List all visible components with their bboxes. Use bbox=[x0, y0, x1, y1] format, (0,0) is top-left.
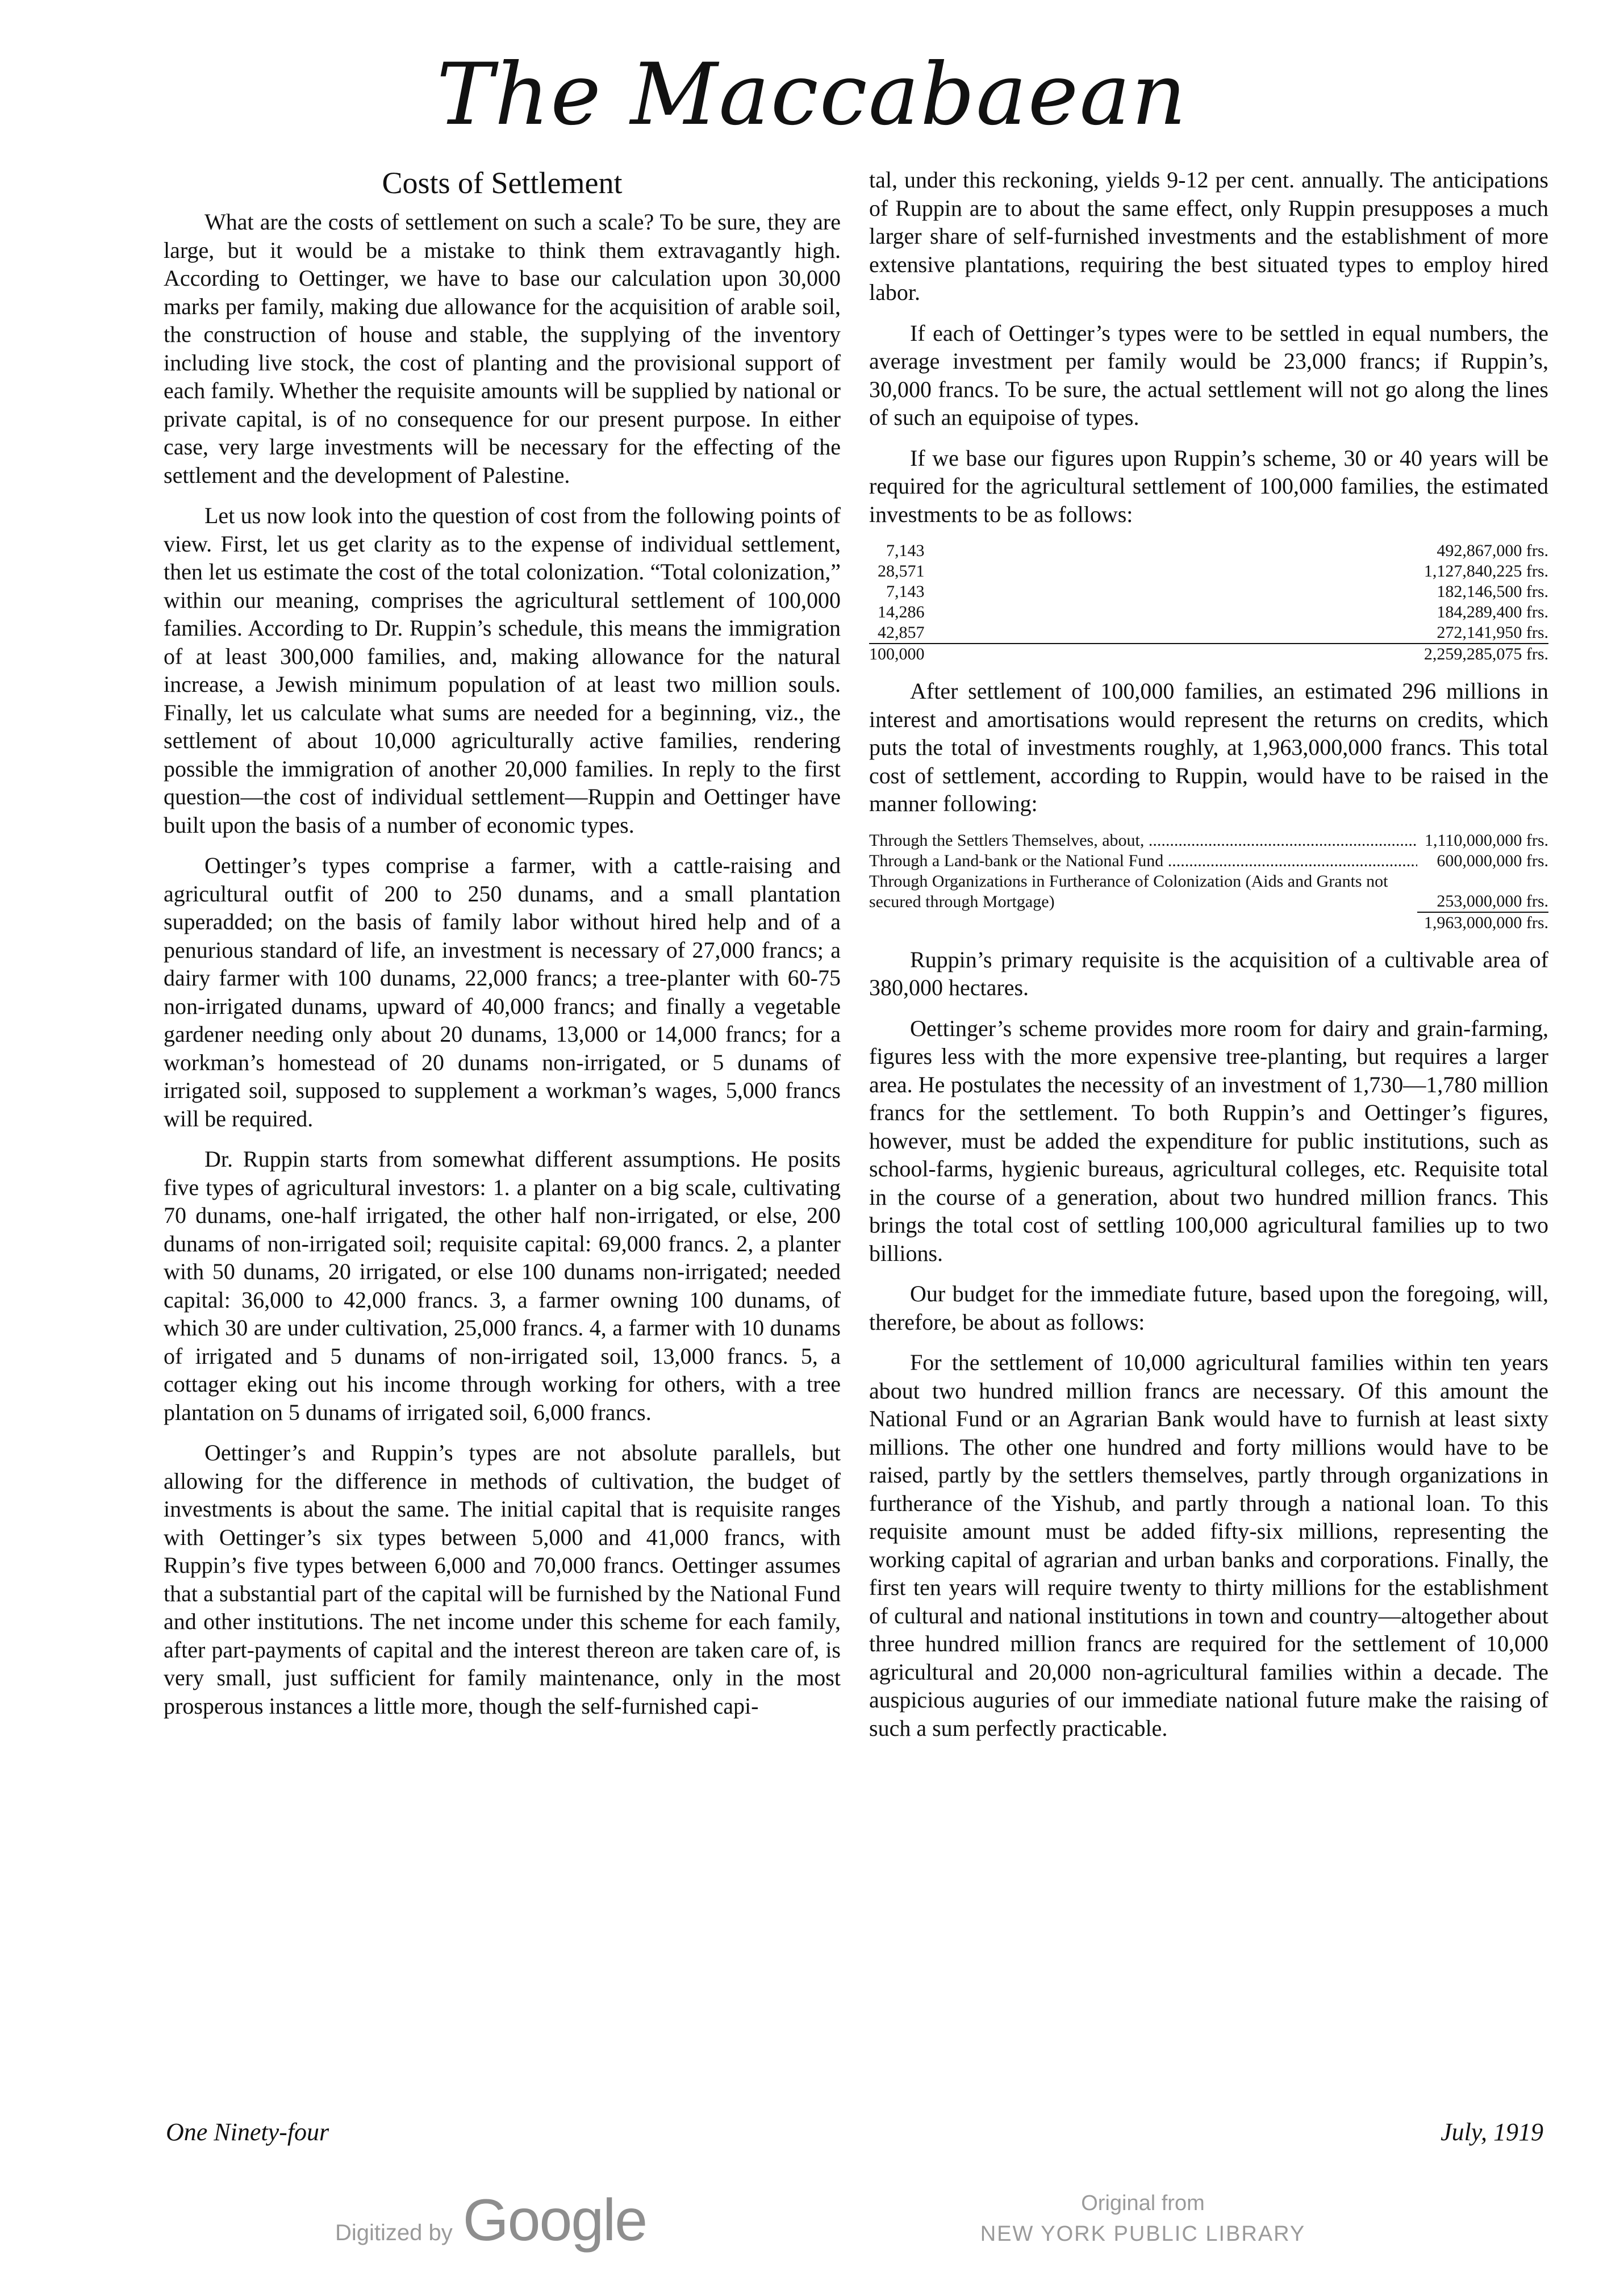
funding-source: Through the Settlers Themselves, about, ..... bbox=[869, 831, 1417, 850]
table-row bbox=[869, 561, 1548, 582]
page-number: One Ninety-four bbox=[166, 2118, 329, 2146]
settler-count: 42,857 bbox=[878, 623, 925, 642]
paragraph: Oettinger’s and Ruppin’s types are not absolute parallels, but allowing for the difference in methods of cultivation, the budget of investments is about the same. The initial capital that is requisite ranges with Oettinger’s six types between 5,000 and 41,000 francs, with Ruppin’s five types between 6,000 and 70,000 francs. Oettinger assumes that a substantial part of the capital will be furnished by the National Fund and other institutions. The net income under this scheme for each family, after part-payments of capital and the interest thereon are taken care of, is very small, just sufficient for family maintenance, only in the most prosperous instances a little more, though the self-furnished capi- bbox=[164, 1440, 841, 1719]
table-row bbox=[869, 851, 1548, 871]
paragraph: Oettinger’s types comprise a farmer, with a cattle-raising and agricultural outfit of 200 to 250 dunams, and a small plantation superadded; on the basis of family labor without hired help and of a penurious standard of life, an investment is necessary of 27,000 francs; a dairy farmer with 100 dunams, 22,000 francs; a tree-planter with 60-75 non-irrigated dunams, upward of 40,000 francs; and finally a vegetable gardener needing only about 20 dunams, 13,000 or 14,000 francs; for a workman’s homestead of 20 dunams non-irrigated, or 5 dunams of irrigated soil, supposed to supplement a workman’s wages, 5,000 francs will be required. bbox=[164, 853, 841, 1131]
paragraph: Ruppin’s primary requisite is the acquisition of a cultivable area of 380,000 hectares. bbox=[869, 946, 1548, 1000]
table-row bbox=[869, 623, 1548, 644]
paragraph: If we base our figures upon Ruppin’s scheme, 30 or 40 years will be required for the agricultural settlement of 100,000 families, the estimated investments to be as follows: bbox=[869, 445, 1548, 527]
digitized-by-label: Digitized by bbox=[335, 2220, 453, 2245]
left-column bbox=[164, 166, 841, 1720]
funding-amount: 253,000,000 frs. bbox=[1437, 891, 1548, 911]
settler-count: 7,143 bbox=[886, 582, 925, 601]
investment-amount: 182,146,500 frs. bbox=[1437, 582, 1548, 601]
paragraph: What are the costs of settlement on such a scale? To be sure, they are large, but it would be a mistake to think them extravagantly high. According to Oettinger, we have to base our calculation upon 30,000 marks per family, making due allowance for the acquisition of arable soil, the construction of house and stable, the supplying of the inventory including live stock, the cost of planting and the provisional support of each family. Whether the requisite amounts will be supplied by national or private capital, is of no consequence for our present purpose. In either case, very large investments will be necessary for the effecting of the settlement and the development of Palestine. bbox=[164, 209, 841, 488]
article-heading: Costs of Settlement bbox=[382, 166, 623, 200]
source-line-2: NEW YORK PUBLIC LIBRARY bbox=[980, 2222, 1306, 2246]
paragraph: After settlement of 100,000 families, an estimated 296 millions in interest and amortisations would represent the returns on credits, which puts the total of investments roughly, at 1,963,000,000 francs. This total cost of settlement, according to Ruppin, would have to be raised in the manner following: bbox=[869, 678, 1548, 816]
paragraph: Our budget for the immediate future, based upon the foregoing, will, therefore, be about as follows: bbox=[869, 1281, 1548, 1335]
funding-table bbox=[869, 830, 1548, 933]
investment-amount: 184,289,400 frs. bbox=[1437, 603, 1548, 621]
source-watermark bbox=[972, 2188, 1313, 2249]
investment-amount: 492,867,000 frs. bbox=[1437, 541, 1548, 560]
settler-count: 7,143 bbox=[886, 541, 925, 560]
paragraph: tal, under this reckoning, yields 9-12 per cent. annually. The anticipations of Ruppin are to about the same effect, only Ruppin presupposes a much larger share of self-furnished investments and the establishment of more extensive plantations, requiring the best situated types to employ hired labor. bbox=[869, 167, 1548, 305]
table-row bbox=[869, 830, 1548, 851]
investment-amount: 272,141,950 frs. bbox=[1437, 623, 1548, 642]
investment-amount: 1,127,840,225 frs. bbox=[1423, 562, 1548, 580]
source-line-1: Original from bbox=[1081, 2191, 1205, 2215]
table-row bbox=[869, 582, 1548, 602]
total-count: 100,000 bbox=[869, 644, 928, 665]
google-logo: Google bbox=[462, 2187, 647, 2253]
issue-date: July, 1919 bbox=[1441, 2118, 1543, 2146]
paragraph: For the settlement of 10,000 agricultural families within ten years about two hundred million francs are necessary. Of this amount the National Fund or an Agrarian Bank would have to furnish at least sixty millions. The other one hundred and forty millions would have to be raised, partly by the settlers themselves, partly through organizations in furtherance of the Yishub, and partly through a national loan. To this requisite amount must be added fifty-six millions, representing the working capital of agrarian and urban banks and corporations. Finally, the first ten years will require twenty to thirty millions for the establishment of cultural and national institutions in town and country—altogether about three hundred million francs are required for the settlement of 10,000 agricultural and 20,000 non-agricultural families within a decade. The auspicious auguries of our immediate national future make the raising of such a sum perfectly practicable. bbox=[869, 1350, 1548, 1741]
funding-source: Through a Land-bank or the National Fund ..... bbox=[869, 851, 1417, 870]
table-total-row bbox=[869, 912, 1548, 933]
paragraph: Dr. Ruppin starts from somewhat different assumptions. He posits five types of agricultural investors: 1. a planter on a big scale, cultivating 70 dunams, one-half irrigated, the other half non-irrigated, or else, 200 dunams of non-irrigated soil; requisite capital: 69,000 francs. 2, a planter with 50 dunams, 20 irrigated, or else 100 dunams non-irrigated; needed capital: 36,000 to 42,000 francs. 3, a farmer owning 100 dunams, of which 30 are under cultivation, 25,000 francs. 4, a farmer with 10 dunams of irrigated and 5 dunams of non-irrigated soil, 13,000 francs. 5, a cottager eking out his income through working for others, with a tree plantation on 5 dunams of irrigated soil, 6,000 francs. bbox=[164, 1146, 841, 1425]
right-column bbox=[869, 166, 1548, 1742]
masthead-title: The Maccabaean bbox=[436, 45, 1188, 144]
table-row bbox=[869, 871, 1548, 912]
paragraph: If each of Oettinger’s types were to be settled in equal numbers, the average investment per family would be 23,000 francs; if Ruppin’s, 30,000 francs. To be sure, the actual settlement will not go along the lines of such an equipoise of types. bbox=[869, 320, 1548, 430]
paragraph: Let us now look into the question of cost from the following points of view. First, let us get clarity as to the expense of individual settlement, then let us estimate the cost of the total colonization. “Total colonization,” within our meaning, comprises the agricultural settlement of 100,000 families. According to Dr. Ruppin’s schedule, this means the immigration of at least 300,000 families, and, making allowance for the natural increase, a Jewish minimum population of at least two million souls. Finally, let us calculate what sums are needed for a beginning, viz., the settlement of about 10,000 agriculturally active families, rendering possible the immigration of another 20,000 families. In reply to the first question—the cost of individual settlement—Ruppin and Oettinger have built upon the basis of a number of economic types. bbox=[164, 503, 841, 838]
settler-count: 14,286 bbox=[878, 603, 925, 621]
settler-count: 28,571 bbox=[878, 562, 925, 580]
funding-source: Through Organizations in Furtherance of Colonization (Aids and Grants not secured through Mortgage) bbox=[869, 871, 1388, 911]
paragraph: Oettinger’s scheme provides more room for dairy and grain-farming, figures less with the more expensive tree-planting, but requires a larger area. He postulates the necessity of an investment of 1,730—1,780 million francs for the settlement. To both Ruppin’s and Oettinger’s figures, however, must be added the expenditure for public institutions, such as school-farms, hygienic bureaus, agricultural colleges, etc. Requisite total in the course of a generation, about two hundred million francs. This brings the total cost of settling 100,000 agricultural families up to two billions. bbox=[869, 1015, 1548, 1266]
table-row bbox=[869, 541, 1548, 561]
funding-total: 1,963,000,000 frs. bbox=[1417, 912, 1548, 933]
investment-table bbox=[869, 541, 1548, 665]
funding-amount: 1,110,000,000 frs. bbox=[1424, 830, 1548, 850]
table-total-row bbox=[869, 644, 1548, 665]
funding-amount: 600,000,000 frs. bbox=[1437, 851, 1548, 870]
table-row bbox=[869, 602, 1548, 623]
total-amount: 2,259,285,075 frs. bbox=[928, 644, 1549, 665]
digitized-by-watermark bbox=[335, 2187, 646, 2254]
